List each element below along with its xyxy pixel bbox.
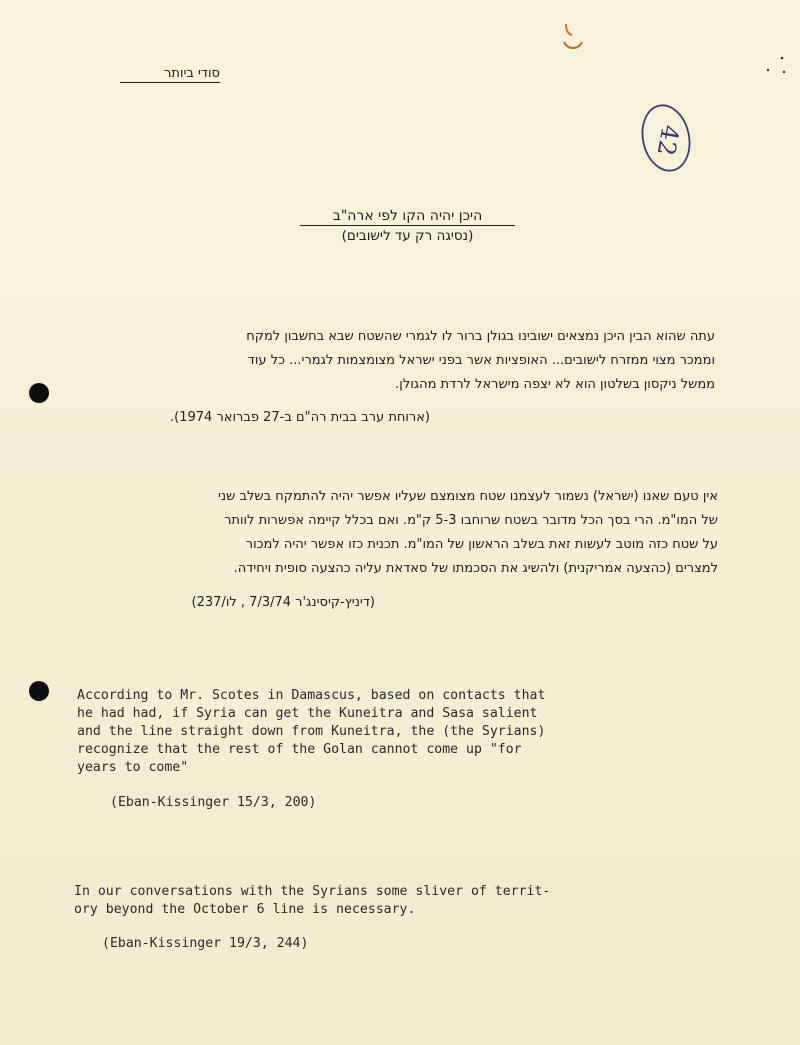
specks-icon [760, 52, 790, 82]
punch-hole [29, 383, 49, 403]
document-subtitle: (נסיגה רק עד לישובים) [341, 228, 474, 244]
source-citation-2: (דיניץ-קיסינג'ר 7/3/74 , לו/237) [191, 595, 375, 610]
paragraph-line: עתה שהוא הבין היכן נמצאים ישובינו בגולן ברור לו לגמרי שהשטח שבא בחשבון למקח [246, 329, 715, 344]
paragraph-line: למצרים (כהצעה אמריקנית) ולהשיג את הסכמתו של סאדאת עליה כהצעה סופית ויחידה. [233, 561, 718, 576]
paragraph-line: וממכר מצוי ממזרח לישובים... האופציות אשר בפני ישראל מצומצמות לגמרי... כל עוד [247, 353, 715, 368]
english-citation-1: (Eban-Kissinger 15/3, 200) [110, 795, 317, 810]
paragraph-line: אין טעם שאנו (ישראל) נשמור לעצמנו שטח מצומצם שעליו אפשר יהיה להתמקח בשלב שני [218, 489, 718, 504]
source-citation-1: (ארוחת ערב בבית רה"ם ב-27 פברואר 1974). [170, 410, 430, 425]
document-title-block [300, 208, 515, 244]
paragraph-line: ממשל ניקסון בשלטון הוא לא יצפה מישראל לרדת מהגולן. [395, 377, 715, 392]
document-title: היכן יהיה הקו לפי ארה"ב [300, 208, 515, 226]
hebrew-paragraph-1 [90, 325, 715, 397]
punch-hole [29, 681, 49, 701]
english-citation-2: (Eban-Kissinger 19/3, 244) [102, 936, 309, 951]
classification-label: סודי ביותר [120, 66, 220, 83]
handwritten-number-stamp [640, 102, 692, 174]
paragraph-line: על שטח כזה מוטב לעשות זאת בשלב הראשון של המו"מ. תכנית כזו אפשר יהיה למכור [245, 537, 718, 552]
hebrew-paragraph-2 [70, 485, 718, 581]
pen-mark-icon [560, 18, 588, 58]
stamp-number: 42 [651, 122, 685, 158]
english-paragraph-1: According to Mr. Scotes in Damascus, based on contacts that he had had, if Syria can get the Kuneitra and Sasa salient and the line straight down from Kuneitra, the (the Syrians) recognize that the rest of the Golan cannot come up "for years to come" [77, 688, 546, 775]
paragraph-line: של המו"מ. הרי בסך הכל מדובר בשטח שרוחבו 5-3 ק"מ. ואם בכלל קיימה אפשרות לוותר [224, 513, 718, 528]
english-paragraph-2: In our conversations with the Syrians some sliver of territ- ory beyond the October 6 line is necessary. [74, 884, 551, 917]
